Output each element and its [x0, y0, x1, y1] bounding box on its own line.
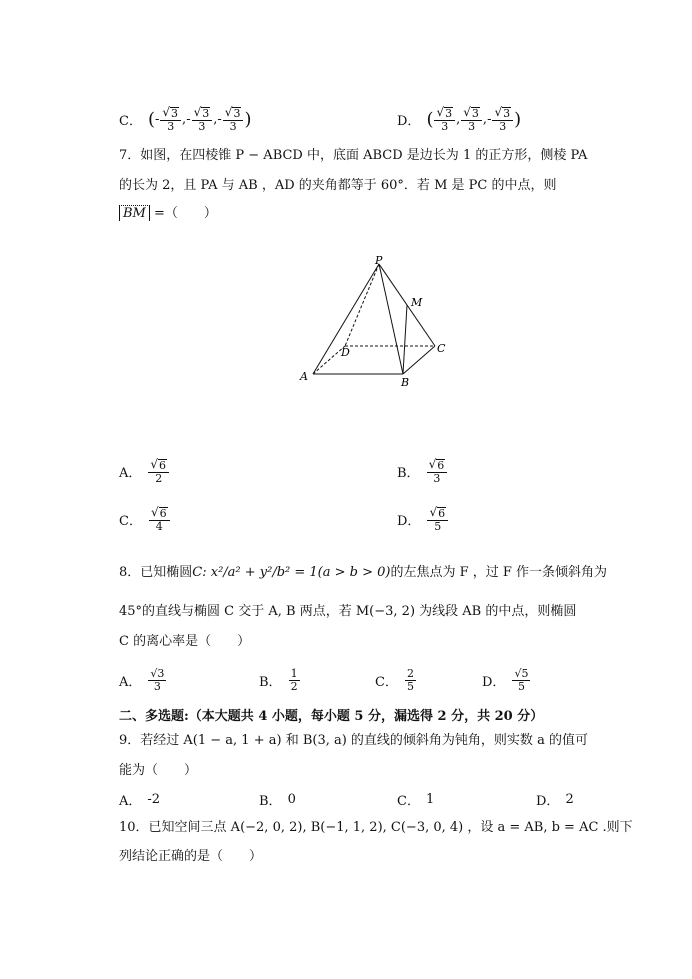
fraction: √ 6 3: [427, 458, 448, 485]
edge-pd: [345, 264, 379, 346]
q8-option-d[interactable]: D． $\frac{√5}{5}$: [482, 667, 529, 693]
q9-option-c[interactable]: C． 1: [397, 792, 435, 809]
label-a: A: [300, 370, 308, 383]
section-header: 二、多选题:（本大题共 4 小题，每小题 5 分，漏选得 2 分，共 20 分）: [119, 709, 544, 724]
fraction: √ 3 3: [461, 106, 482, 133]
fraction: √ 3 3: [223, 106, 244, 133]
label-d: D: [341, 346, 350, 359]
vector-bm: BM: [119, 205, 150, 221]
q8-line-2: 45°的直线与椭圆 C 交于 A, B 两点，若 M(−3, 2) 为线段 AB 的中点，则椭圆: [119, 604, 577, 619]
q10-line-2: 列结论正确的是（ ）: [119, 849, 263, 864]
fraction: $\frac{√3}{3}$: [150, 667, 165, 693]
q8-option-c[interactable]: C． $\frac{2}{5}$: [375, 667, 414, 693]
ellipse-equation: C: x²/a² + y²/b² = 1(a > b > 0): [192, 565, 391, 580]
q7-option-d[interactable]: D． √ 6 5: [397, 506, 449, 533]
q7-line-1: 7．如图，在四棱锥 P − ABCD 中，底面 ABCD 是边长为 1 的正方形，侧棱 PA: [119, 148, 588, 163]
option-label: D．: [397, 114, 421, 129]
fraction: √ 6 2: [148, 458, 169, 485]
label-b: B: [401, 376, 410, 389]
label-p: P: [375, 254, 383, 267]
fraction: √ 3 3: [492, 106, 513, 133]
q9-option-a[interactable]: A． -2: [119, 792, 161, 809]
edge-bc: [403, 346, 435, 374]
fraction: √ 6 4: [149, 506, 170, 533]
fraction: $\frac{√5}{5}$: [514, 667, 529, 693]
q7-option-b[interactable]: B． √ 6 3: [397, 458, 448, 485]
label-c: C: [437, 342, 446, 355]
q8-option-a[interactable]: A． $\frac{√3}{3}$: [119, 667, 165, 693]
q6-option-d[interactable]: D． ( √ 3 3 , √ 3 3 , - √ 3 3 ): [397, 105, 522, 133]
q7-option-c[interactable]: C． √ 6 4: [119, 506, 171, 533]
option-label: C．: [119, 114, 142, 129]
fraction: $\frac{2}{5}$: [406, 667, 414, 693]
edge-pb: [379, 264, 403, 374]
q9-line-1: 9．若经过 A(1 − a, 1 + a) 和 B(3, a) 的直线的倾斜角为钝角，则实数 a 的值可: [119, 733, 588, 748]
fraction: √ 3 3: [434, 106, 455, 133]
q8-line-1: 8．已知椭圆C: x²/a² + y²/b² = 1(a > b > 0)的左焦点为 F ，过 F 作一条倾斜角为: [119, 565, 608, 580]
q7-option-a[interactable]: A． √ 6 2: [119, 458, 170, 485]
q9-option-b[interactable]: B． 0: [259, 792, 296, 809]
q9-option-d[interactable]: D． 2: [536, 792, 574, 809]
fraction: $\frac{1}{2}$: [290, 667, 298, 693]
q10-line-1: 10．已知空间三点 A(−2, 0, 2), B(−1, 1, 2), C(−3, 0, 4) ，设 a = AB, b = AC .则下: [119, 820, 633, 835]
q7-line-2: 的长为 2，且 PA 与 AB ，AD 的夹角都等于 60°．若 M 是 PC 的中点，则: [119, 178, 557, 193]
q8-line-3: C 的离心率是（ ）: [119, 634, 251, 649]
fraction: √ 3 3: [160, 106, 181, 133]
pyramid-figure: [295, 252, 455, 392]
q8-option-b[interactable]: B． $\frac{1}{2}$: [259, 667, 298, 693]
q9-line-2: 能为（ ）: [119, 763, 198, 778]
segment-bm: [403, 305, 407, 374]
label-m: M: [411, 296, 423, 309]
fraction: √ 3 3: [192, 106, 213, 133]
q6-option-c[interactable]: C． ( - √ 3 3 , - √ 3 3 , - √ 3 3 ): [119, 105, 252, 133]
fraction: √ 6 5: [427, 506, 448, 533]
q7-line-3: BM =（ ）: [119, 205, 217, 223]
